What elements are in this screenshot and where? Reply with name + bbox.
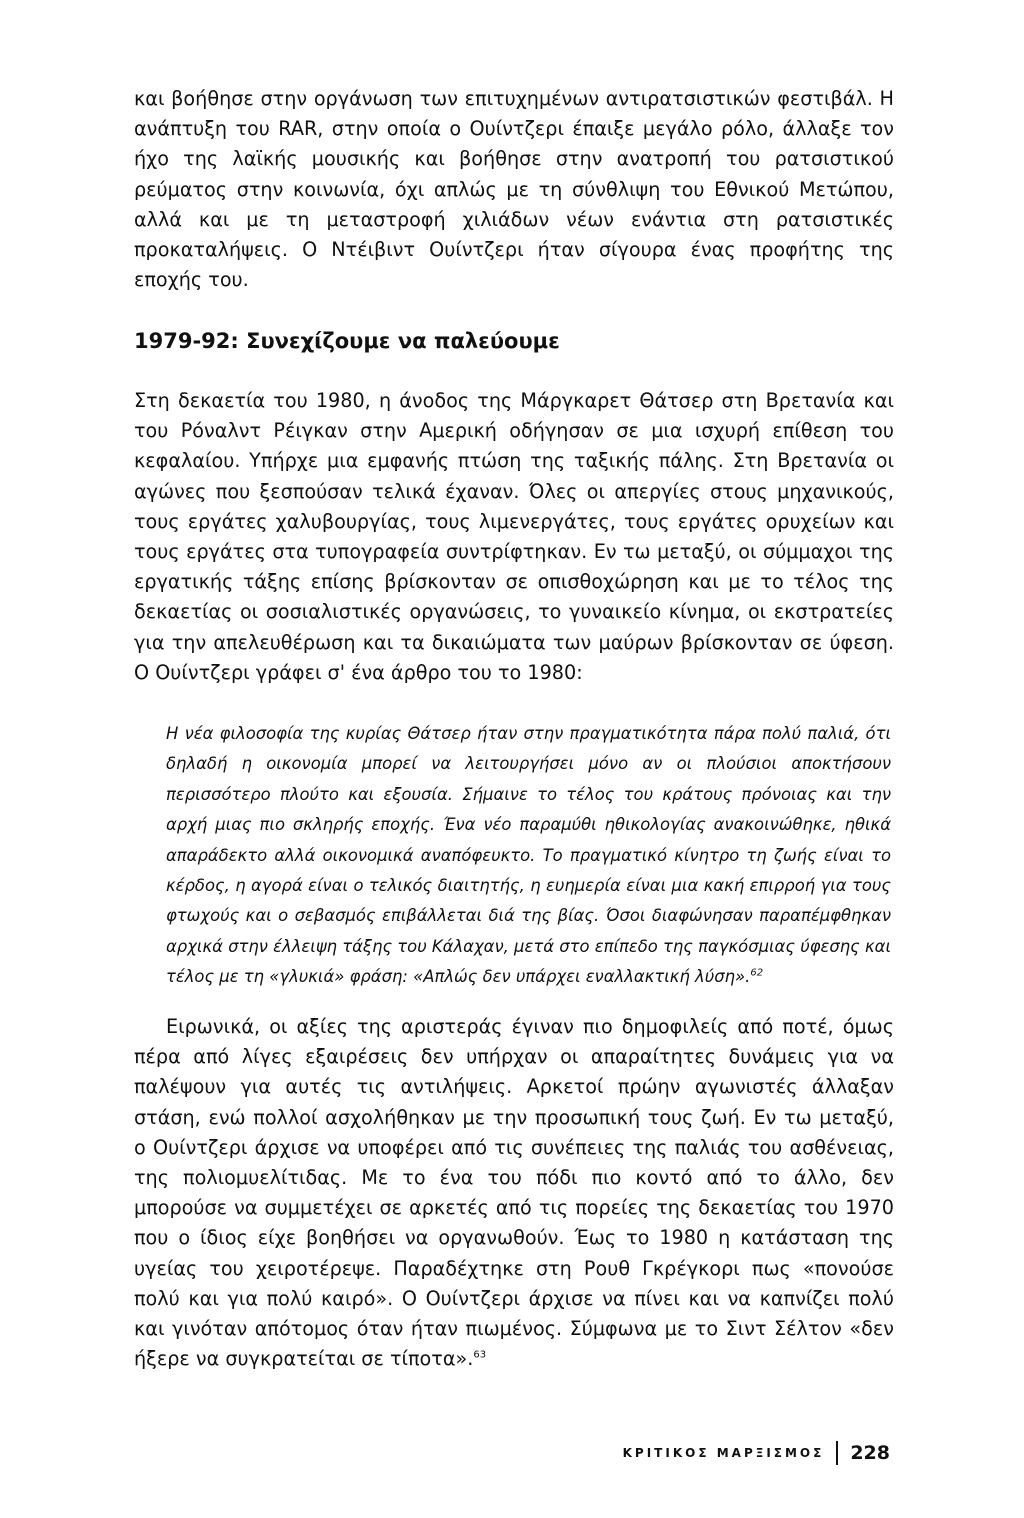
block-quote (166, 719, 891, 993)
body-paragraph-3 (134, 1012, 894, 1374)
footnote-marker-63: 63 (473, 1349, 487, 1361)
block-quote-text: Η νέα φιλοσοφία της κυρίας Θάτσερ ήταν στην πραγματικότητα πάρα πολύ παλιά, ότι δηλαδή η οικονομία μπορεί να λειτουργήσει μόνο αν οι πλούσιοι αποκτήσουν περισσότερο πλούτο και εξουσία. Σήμαινε το τέλος του κράτους πρόνοιας και την αρχή μιας πιο σκληρής εποχής. Ένα νέο παραμύθι ηθικολογίας ανακοινώθηκε, ηθικά απαράδεκτο αλλά οικονομικά αναπόφευκτο. Το πραγματικό κίνητρο τη ζωής είναι το κέρδος, η αγορά είναι ο τελικός διαιτητής, η ευημερία είναι μια κακή επιρροή για τους φτωχούς και ο σεβασμός επιβάλλεται διά της βίας. Όσοι διαφώνησαν παραπέμφθηκαν αρχικά στην έλλειψη τάξης του Κάλαχαν, μετά στο επίπεδο της παγκόσμιας ύφεσης και τέλος με τη «γλυκιά» φράση: «Απλώς δεν υπάρχει εναλλακτική λύση». (166, 724, 891, 987)
footnote-marker-62: 62 (750, 967, 764, 979)
body-paragraph-3-text: Ειρωνικά, οι αξίες της αριστεράς έγιναν πιο δημοφιλείς από ποτέ, όμως πέρα από λίγες εξαιρέσεις δεν υπήρχαν οι απαραίτητες δυνάμεις για να παλέψουν για αυτές τις αντιλήψεις. Αρκετοί πρώην αγωνιστές άλλαξαν στάση, ενώ πολλοί ασχολήθηκαν με την προσωπική τους ζωή. Εν τω μεταξύ, ο Ουίντζερι άρχισε να υποφέρει από τις συνέπειες της παλιάς του ασθένειας, της πολιομυελίτιδας. Με το ένα του πόδι πιο κοντό από το άλλο, δεν μπορούσε να συμμετέχει σε αρκετές από τις πορείες της δεκαετίας του 1970 που ο ίδιος είχε βοηθήσει να οργανωθούν. Έως το 1980 η κατάσταση της υγείας του χειροτέρεψε. Παραδέχτηκε στη Ρουθ Γκρέγκορι πως «πονούσε πολύ και για πολύ καιρό». Ο Ουίντζερι άρχισε να πίνει και να καπνίζει πολύ και γινόταν απότομος όταν ήταν πιωμένος. Σύμφωνα με το Σιντ Σέλτον «δεν ήξερε να συγκρατείται σε τίποτα». (134, 1015, 894, 1371)
body-paragraph-1-text: και βοήθησε στην οργάνωση των επιτυχημένων αντιρατσιστικών φεστιβάλ. Η ανάπτυξη του RAR, στην οποία ο Ουίντζερι έπαιξε μεγάλο ρόλο, άλλαξε τον ήχο της λαϊκής μουσικής και βοήθησε στην ανατροπή του ρατσιστικού ρεύματος στην κοινωνία, όχι απλώς με τη σύνθλιψη του Εθνικού Μετώπου, αλλά και με τη μεταστροφή χιλιάδων νέων ενάντια στη ρατσιστικές προκαταλήψεις. Ο Ντέιβιντ Ουίντζερι ήταν σίγουρα ένας προφήτης της εποχής του. (134, 87, 894, 292)
page-footer (623, 1436, 890, 1470)
body-paragraph-2-text: Στη δεκαετία του 1980, η άνοδος της Μάργκαρετ Θάτσερ στη Βρετανία και του Ρόναλντ Ρέιγκαν στην Αμερική οδήγησαν σε μια ισχυρή επίθεση του κεφαλαίου. Υπήρχε μια εμφανής πτώση της ταξικής πάλης. Στη Βρετανία οι αγώνες που ξεσπούσαν τελικά έχαναν. Όλες οι απεργίες στους μηχανικούς, τους εργάτες χαλυβουργίας, τους λιμενεργάτες, τους εργάτες ορυχείων και τους εργάτες στα τυπογραφεία συντρίφτηκαν. Εν τω μεταξύ, οι σύμμαχοι της εργατικής τάξης επίσης βρίσκονταν σε οπισθοχώρηση και με το τέλος της δεκαετίας οι σοσιαλιστικές οργανώσεις, το γυναικείο κίνημα, οι εκστρατείες για την απελευθέρωση και τα δικαιώματα των μαύρων βρίσκονταν σε ύφεση. Ο Ουίντζερι γράφει σ' ένα άρθρο του το 1980: (134, 389, 894, 684)
body-paragraph-1 (134, 84, 894, 295)
footer-divider (836, 1441, 838, 1465)
running-title: ΚΡΙΤΙΚΟΣ ΜΑΡΞΙΣΜΟΣ (622, 1446, 825, 1460)
body-paragraph-2 (134, 386, 894, 688)
page-number: 228 (850, 1442, 890, 1464)
section-heading: 1979-92: Συνεχίζουμε να παλεύουμε (134, 329, 560, 353)
